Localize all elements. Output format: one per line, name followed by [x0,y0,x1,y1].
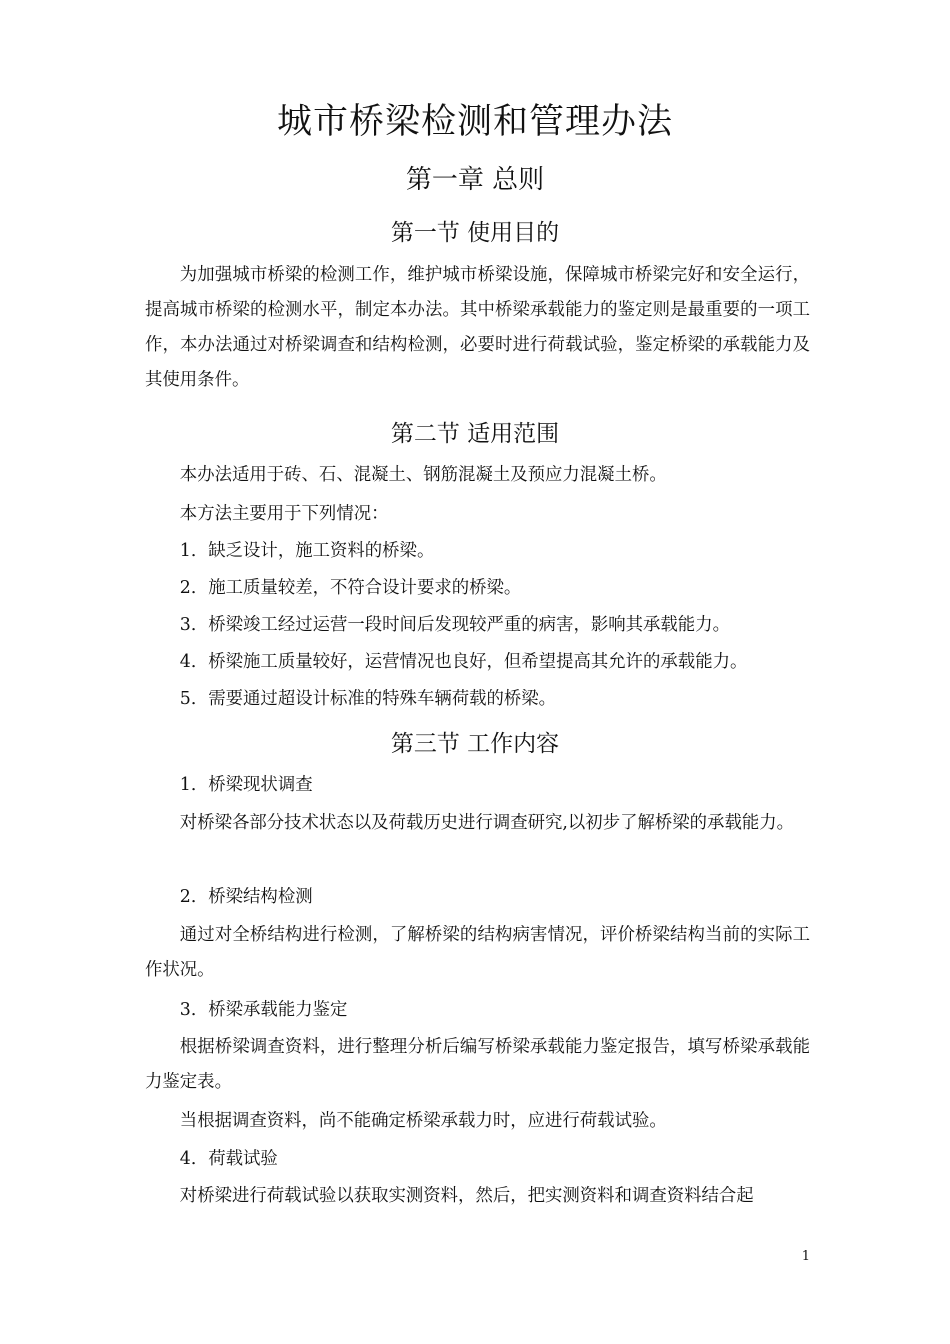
work-item-title: 4．荷载试验 [179,1149,278,1169]
purpose-paragraph: 为加强城市桥梁的检测工作，维护城市桥梁设施，保障城市桥梁完好和安全运行，提高城市桥梁的检测水平，制定本办法。其中桥梁承载能力的鉴定则是最重要的一项工作，本办法通过对桥梁调查和结构检测，必要时进行荷载试验，鉴定桥梁的承载能力及其使用条件。 [145,265,810,390]
work-item-text: 通过对全桥结构进行检测，了解桥梁的结构病害情况，评价桥梁结构当前的实际工作状况。 [145,925,810,980]
page-number: 1 [801,1249,810,1264]
list-item: 5．需要通过超设计标准的特殊车辆荷载的桥梁。 [179,689,557,709]
work-item-text: 对桥梁各部分技术状态以及荷载历史进行调查研究,以初步了解桥梁的承载能力。 [179,813,795,833]
work-item-title: 3．桥梁承载能力鉴定 [179,1000,348,1020]
list-item: 2．施工质量较差，不符合设计要求的桥梁。 [179,578,522,598]
work-item-text: 根据桥梁调查资料，进行整理分析后编写桥梁承载能力鉴定报告，填写桥梁承载能力鉴定表。 [145,1037,810,1092]
list-item: 3．桥梁竣工经过运营一段时间后发现较严重的病害，影响其承载能力。 [179,615,730,635]
work-item-title: 2．桥梁结构检测 [179,887,313,907]
section-heading-scope: 第二节 适用范围 [390,421,560,447]
work-item-text: 对桥梁进行荷载试验以获取实测资料，然后，把实测资料和调查资料结合起 [179,1186,754,1206]
list-item: 4．桥梁施工质量较好，运营情况也良好，但希望提高其允许的承载能力。 [179,652,748,672]
scope-paragraph: 本办法适用于砖、石、混凝土、钢筋混凝土及预应力混凝土桥。 [179,465,667,485]
section-heading-work: 第三节 工作内容 [390,731,560,757]
list-item: 1．缺乏设计，施工资料的桥梁。 [179,541,435,561]
section-heading-purpose: 第一节 使用目的 [390,220,560,246]
work-item-title: 1．桥梁现状调查 [179,775,313,795]
scope-intro: 本方法主要用于下列情况： [179,504,389,524]
work-item-note: 当根据调查资料，尚不能确定桥梁承载力时，应进行荷载试验。 [179,1111,667,1131]
document-title: 城市桥梁检测和管理办法 [276,102,673,142]
chapter-heading: 第一章 总则 [405,165,545,195]
